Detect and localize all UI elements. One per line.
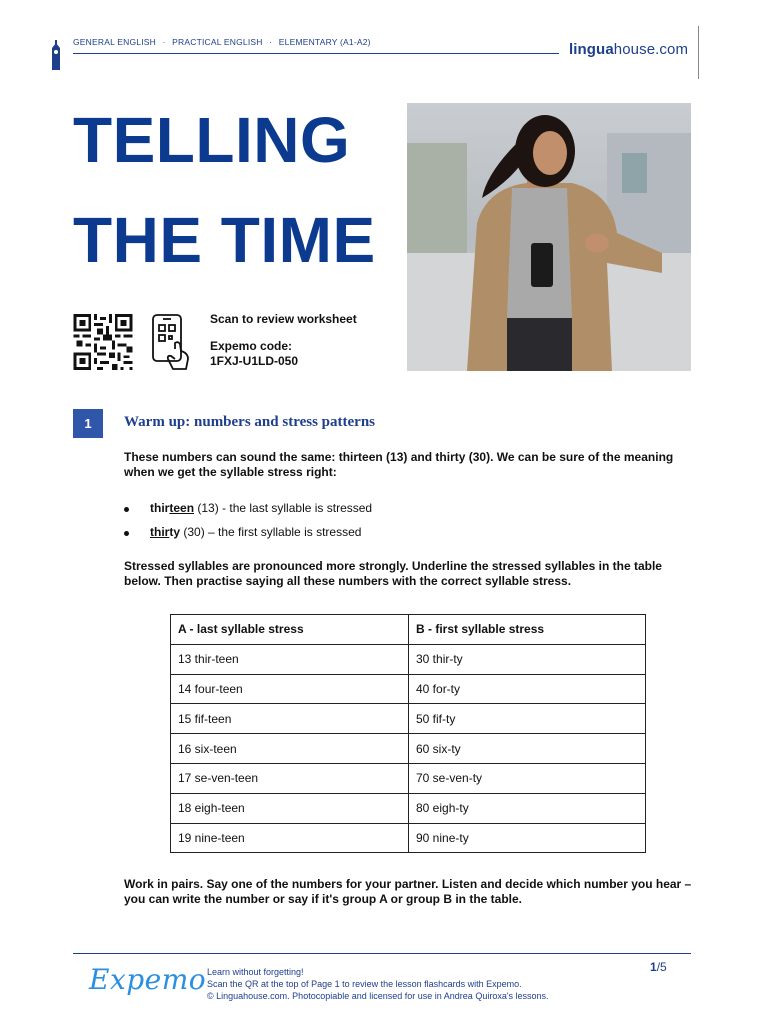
unstressed-syllable: ty	[169, 525, 181, 539]
table-row	[171, 763, 646, 793]
linguahouse-logo[interactable]	[569, 41, 688, 58]
page-current: 1	[650, 960, 657, 974]
page-number	[650, 960, 667, 974]
title-line-1: TELLING	[73, 104, 351, 176]
section-instruction: Stressed syllables are pronounced more strongly. Underline the stressed syllables in the table below. Then practise saying all these numbers with the correct syllable stress.	[124, 559, 662, 588]
table-cell: 80 eigh-ty	[409, 793, 646, 823]
table-row	[171, 793, 646, 823]
section-number-badge: 1	[73, 409, 103, 438]
bullet-description: (30) – the first syllable is stressed	[180, 525, 362, 539]
expemo-code-label: Expemo code:	[210, 339, 293, 353]
unstressed-syllable: thir	[150, 501, 170, 515]
table-row	[171, 734, 646, 764]
footer-scan-note: Scan the QR at the top of Page 1 to review the lesson flashcards with Expemo.	[207, 979, 522, 989]
section-intro: These numbers can sound the same: thirteen (13) and thirty (30). We can be sure of the meaning when we get the syllable stress right:	[124, 450, 674, 479]
table-row	[171, 704, 646, 734]
stressed-syllable: thir	[150, 525, 170, 539]
stressed-syllable: teen	[169, 501, 195, 515]
column-header: A - last syllable stress	[171, 615, 409, 645]
page-title	[73, 90, 403, 290]
footer-copyright: © Linguahouse.com. Photocopiable and licensed for use in Andrea Quiroxa's lessons.	[207, 991, 549, 1001]
bullet-icon	[124, 507, 129, 512]
expemo-logo[interactable]: Expemo	[89, 963, 207, 996]
table-cell: 40 for-ty	[409, 674, 646, 704]
big-ben-icon	[50, 40, 62, 70]
header-divider	[73, 53, 559, 54]
breadcrumb	[73, 37, 375, 47]
phone-scan-icon	[151, 313, 191, 371]
pairwork-instruction: Work in pairs. Say one of the numbers for your partner. Listen and decide which number you hear – you can write the number or say if it's group A or group B in the table.	[124, 877, 692, 906]
breadcrumb-item[interactable]: PRACTICAL ENGLISH	[172, 37, 263, 47]
scan-info	[210, 312, 357, 369]
section-title: Warm up: numbers and stress patterns	[124, 414, 375, 430]
table-cell: 50 fif-ty	[409, 704, 646, 734]
logo-rest: house.com	[613, 41, 689, 58]
header-vertical-divider	[698, 26, 699, 79]
page-total: /5	[656, 960, 667, 974]
footer-tagline: Learn without forgetting!	[207, 967, 304, 977]
breadcrumb-item[interactable]: ELEMENTARY (A1-A2)	[278, 37, 371, 47]
table-cell: 17 se-ven-teen	[171, 763, 409, 793]
table-cell: 30 thir-ty	[409, 644, 646, 674]
table-cell: 70 se-ven-ty	[409, 763, 646, 793]
breadcrumb-separator: ·	[162, 37, 166, 47]
table-cell: 16 six-teen	[171, 734, 409, 764]
bullet-description: (13) - the last syllable is stressed	[194, 501, 373, 515]
table-row	[171, 823, 646, 853]
column-header: B - first syllable stress	[409, 615, 646, 645]
table-row	[171, 674, 646, 704]
footer-text	[207, 966, 549, 1002]
breadcrumb-item[interactable]: GENERAL ENGLISH	[73, 37, 156, 47]
woman-checking-watch-photo	[407, 103, 691, 371]
footer-divider	[73, 953, 691, 954]
title-line-2: THE TIME	[73, 204, 376, 276]
table-cell: 18 eigh-teen	[171, 793, 409, 823]
table-header-row	[171, 615, 646, 645]
table-cell: 19 nine-teen	[171, 823, 409, 853]
table-cell: 13 thir-teen	[171, 644, 409, 674]
table-cell: 15 fif-teen	[171, 704, 409, 734]
table-cell: 14 four-teen	[171, 674, 409, 704]
table-row	[171, 644, 646, 674]
logo-bold: lingua	[569, 41, 614, 58]
scan-instruction: Scan to review worksheet	[210, 312, 357, 326]
expemo-code-value: 1FXJ-U1LD-050	[210, 354, 299, 368]
table-cell: 90 nine-ty	[409, 823, 646, 853]
breadcrumb-separator: ·	[269, 37, 273, 47]
bullet-icon	[124, 531, 129, 536]
qr-code[interactable]	[73, 314, 133, 370]
table-cell: 60 six-ty	[409, 734, 646, 764]
stress-table	[170, 614, 646, 853]
